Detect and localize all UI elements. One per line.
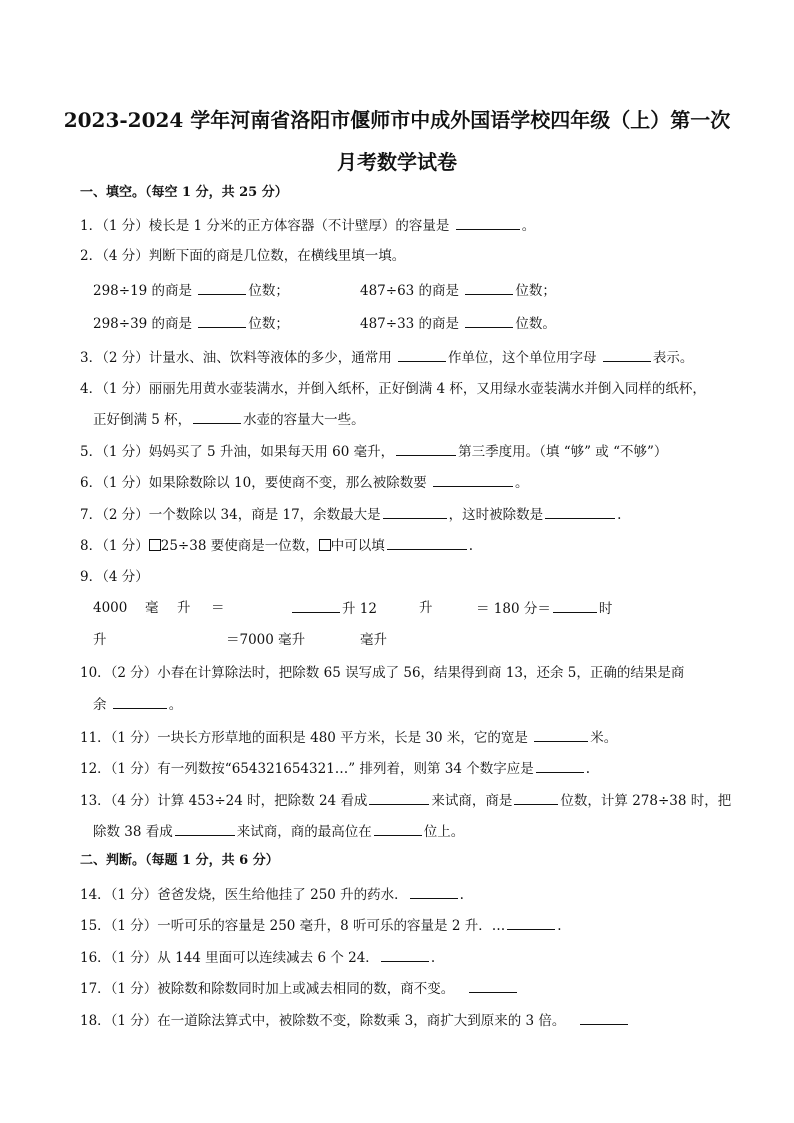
question-10-line1: 10．（2 分）小春在计算除法时，把除数 65 误写成了 56，结果得到商 13，还余 5，正确的结果是商 xyxy=(80,665,685,681)
answer-blank[interactable] xyxy=(603,347,651,362)
q9-unit-sheng-2: 升 xyxy=(419,600,433,616)
question-18: 18．（1 分）在一道除法算式中，被除数不变，除数乘 3，商扩大到原来的 3 倍。 xyxy=(80,1010,630,1031)
box-placeholder-icon xyxy=(319,539,331,551)
question-4-line1: 4．（1 分）丽丽先用黄水壶装满水，并倒入纸杯，正好倒满 4 杯，又用绿水壶装满水并倒入同样的纸杯， xyxy=(80,381,706,397)
answer-blank[interactable] xyxy=(536,758,584,773)
answer-blank[interactable] xyxy=(175,821,235,836)
question-2-row2-left: 298÷39 的商是 位数； xyxy=(93,313,289,334)
answer-blank[interactable] xyxy=(514,790,558,805)
answer-blank[interactable] xyxy=(398,347,446,362)
question-5: 5．（1 分）妈妈买了 5 升油，如果每天用 60 毫升， 第三季度用。（填 “够” 或 “不够”） xyxy=(80,441,667,462)
answer-blank[interactable] xyxy=(198,313,246,328)
question-2-stem: 2．（4 分）判断下面的商是几位数，在横线里填一填。 xyxy=(80,248,406,264)
answer-blank[interactable] xyxy=(553,598,597,613)
question-17: 17．（1 分）被除数和除数同时加上或减去相同的数，商不变。 xyxy=(80,978,519,999)
question-12: 12．（1 分）有一列数按“654321654321…” 排列着，则第 34 个数字应是 . xyxy=(80,758,590,779)
q9-unit-sheng: 升 xyxy=(177,600,191,616)
question-10-line2: 余 。 xyxy=(93,694,182,715)
box-placeholder-icon xyxy=(149,539,161,551)
answer-blank[interactable] xyxy=(383,504,447,519)
answer-blank[interactable] xyxy=(374,821,422,836)
question-2-row2-right: 487÷33 的商是 位数。 xyxy=(360,313,556,334)
answer-blank[interactable] xyxy=(433,472,513,487)
title-line-1: 2023-2024 学年河南省洛阳市偃师市中成外国语学校四年级（上）第一次 xyxy=(63,108,731,132)
question-1: 1．（1 分）棱长是 1 分米的正方体容器（不计壁厚）的容量是 。 xyxy=(80,215,535,236)
q9-equals: ＝ xyxy=(211,600,225,616)
q9-value-4000: 4000 xyxy=(93,600,128,616)
answer-blank[interactable] xyxy=(198,280,246,295)
answer-blank[interactable] xyxy=(410,884,458,899)
question-2-row1-left: 298÷19 的商是 位数； xyxy=(93,280,289,301)
answer-blank[interactable] xyxy=(469,978,517,993)
question-14: 14．（1 分）爸爸发烧，医生给他挂了 250 升的药水． . xyxy=(80,884,464,905)
answer-blank[interactable] xyxy=(387,535,467,550)
question-9-stem: 9．（4 分） xyxy=(80,569,149,585)
answer-blank[interactable] xyxy=(396,441,456,456)
answer-blank[interactable] xyxy=(465,313,513,328)
q9-unit-sheng-3: 升 xyxy=(93,632,107,648)
answer-blank[interactable] xyxy=(456,215,520,230)
question-15: 15．（1 分）一听可乐的容量是 250 毫升，8 听可乐的容量是 2 升．… . xyxy=(80,915,562,936)
answer-blank[interactable] xyxy=(534,727,588,742)
question-8: 8．（1 分） 25÷38 要使商是一位数， 中可以填 . xyxy=(80,535,473,556)
question-2-row1-right: 487÷63 的商是 位数； xyxy=(360,280,556,301)
section-judge-header: 二、判断。（每题 1 分，共 6 分） xyxy=(80,853,279,868)
answer-blank[interactable] xyxy=(465,280,513,295)
question-7: 7．（2 分）一个数除以 34，商是 17，余数最大是 ，这时被除数是 . xyxy=(80,504,621,525)
question-6: 6．（1 分）如果除数除以 10，要使商不变，那么被除数要 。 xyxy=(80,472,529,493)
answer-blank[interactable] xyxy=(381,947,429,962)
answer-blank[interactable] xyxy=(580,1010,628,1025)
answer-blank[interactable] xyxy=(369,790,429,805)
answer-blank[interactable] xyxy=(113,694,167,709)
answer-blank[interactable] xyxy=(193,409,241,424)
q9-7000ml: ＝7000 毫升 xyxy=(226,632,306,648)
answer-blank[interactable] xyxy=(507,915,555,930)
title-line-2: 月考数学试卷 xyxy=(337,150,457,174)
q9-unit-ml: 毫升 xyxy=(360,632,387,648)
question-11: 11．（1 分）一块长方形草地的面积是 480 平方米，长是 30 米，它的宽是 米。 xyxy=(80,727,617,748)
q9-blank-sheng12: 升 12 xyxy=(290,598,377,619)
answer-blank[interactable] xyxy=(292,598,340,613)
section-fill-header: 一、填空。（每空 1 分，共 25 分） xyxy=(80,185,288,200)
question-4-line2: 正好倒满 5 杯， 水壶的容量大一些。 xyxy=(93,409,365,430)
question-16: 16．（1 分）从 144 里面可以连续减去 6 个 24． . xyxy=(80,947,435,968)
q9-unit-hao: 毫 xyxy=(145,600,159,616)
question-13-line2: 除数 38 看成 来试商，商的最高位在 位上。 xyxy=(93,821,464,842)
question-3: 3．（2 分）计量水、油、饮料等液体的多少，通常用 作单位，这个单位用字母 表示。 xyxy=(80,347,693,368)
question-13-line1: 13．（4 分）计算 453÷24 时，把除数 24 看成 来试商，商是 位数，计算 278÷38 时，把 xyxy=(80,790,731,811)
q9-minutes: ＝ 180 分＝ 时 xyxy=(476,598,612,619)
answer-blank[interactable] xyxy=(545,504,615,519)
